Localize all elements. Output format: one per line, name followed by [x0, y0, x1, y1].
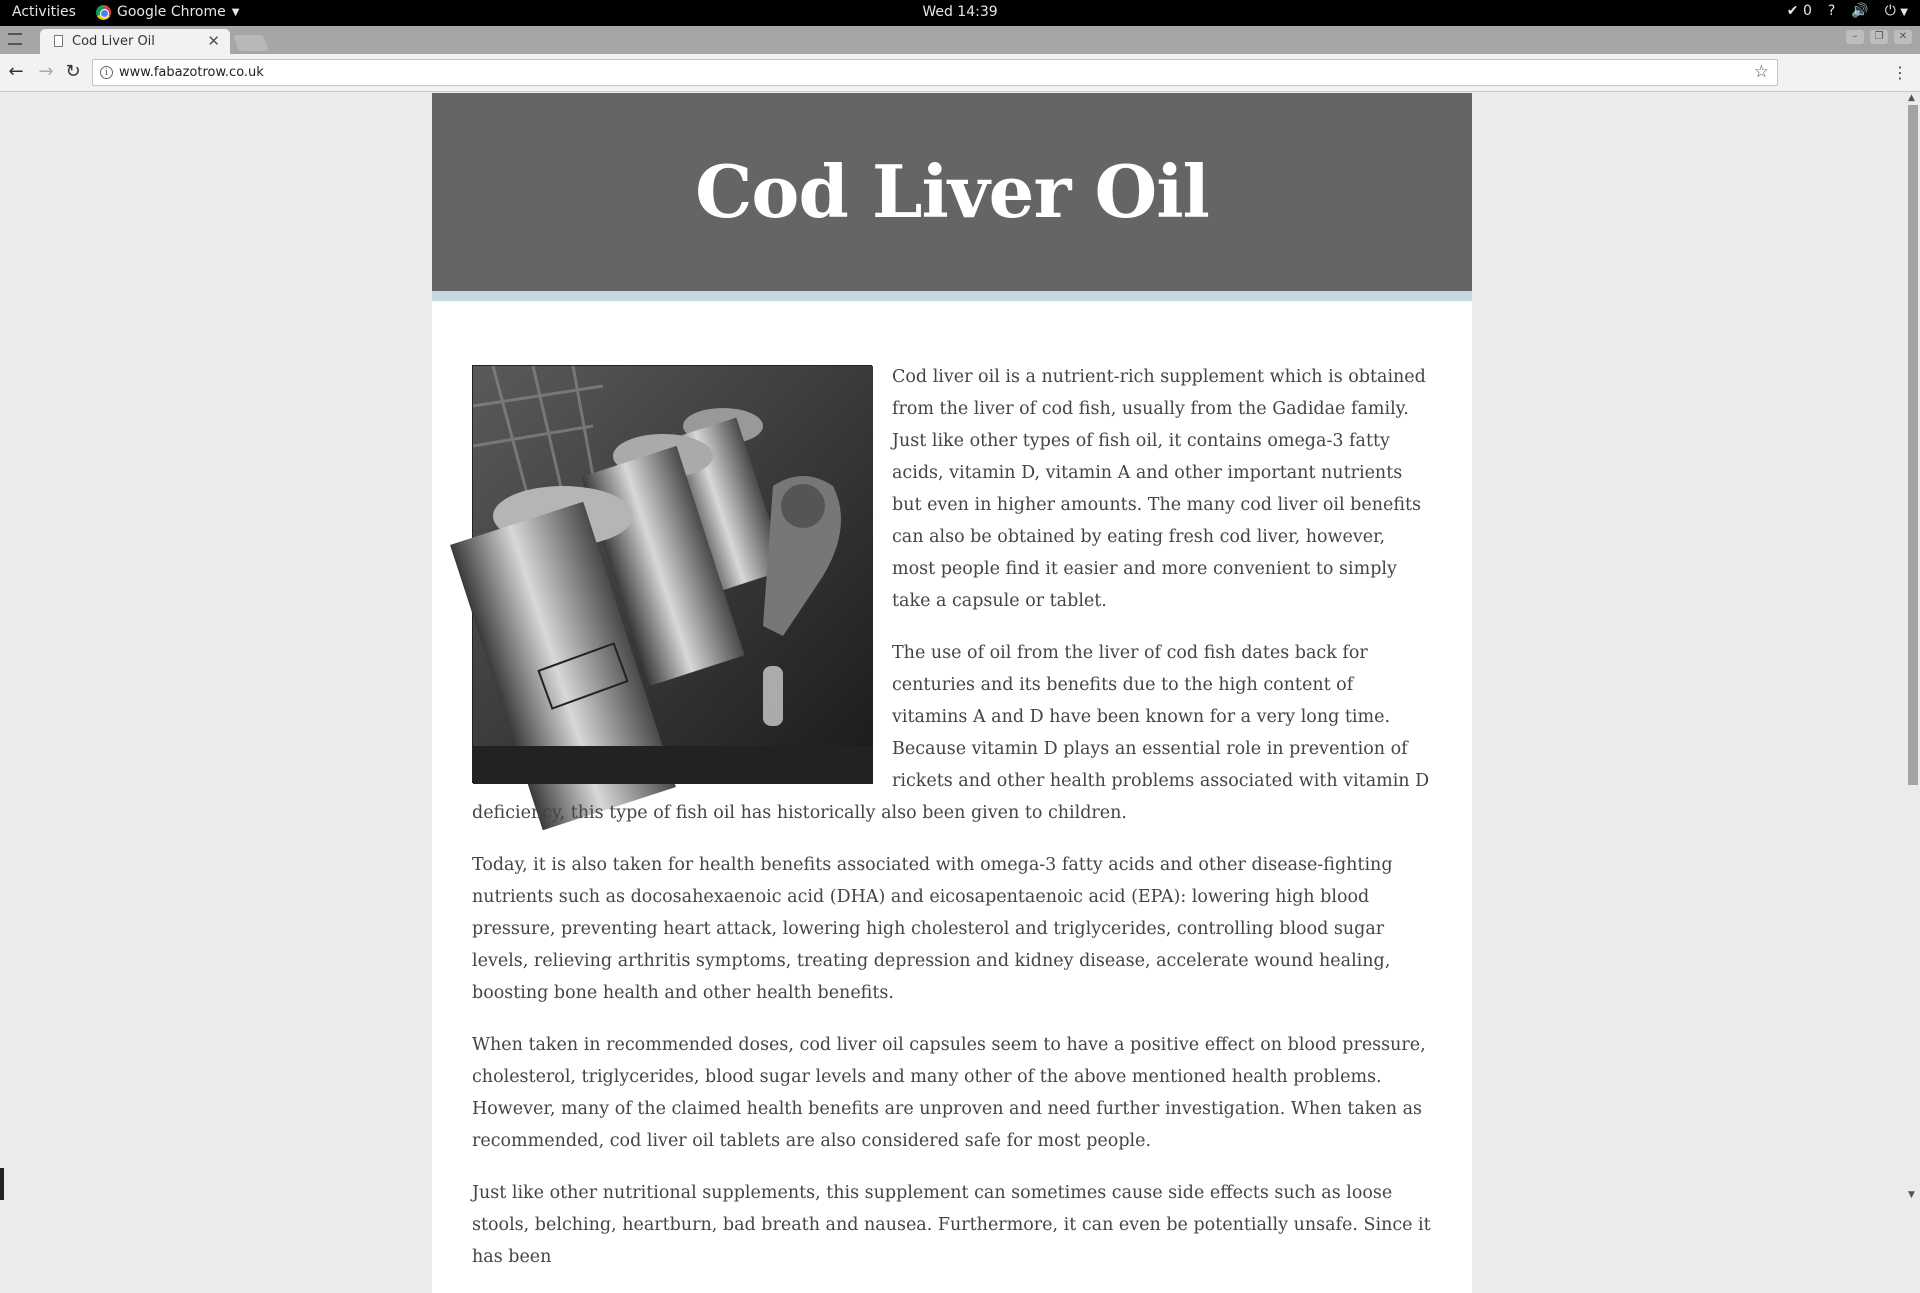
- close-window-icon[interactable]: ✕: [1894, 30, 1912, 44]
- info-icon[interactable]: i: [100, 66, 113, 79]
- article-photo: [472, 365, 872, 783]
- window-controls: [1846, 30, 1912, 44]
- browser-toolbar: [0, 54, 1920, 92]
- scroll-down-icon[interactable]: ▼: [1908, 1190, 1915, 1200]
- system-top-bar: [0, 0, 1920, 26]
- activities-button[interactable]: Activities: [12, 4, 76, 20]
- system-tray[interactable]: [1787, 3, 1908, 19]
- article-paragraph: When taken in recommended doses, cod liver oil capsules seem to have a positive effect on blood pressure, cholesterol, triglycerides, blood sugar levels and many other of the above mentioned health problems. However, many of the claimed health benefits are unproven and need further investigation. When taken as recommended, cod liver oil tablets are also considered safe for most people.: [472, 1035, 1426, 1151]
- menu-icon[interactable]: ⋮: [1892, 63, 1908, 82]
- url-text[interactable]: www.fabazotrow.co.uk: [119, 65, 264, 80]
- forward-icon[interactable]: →: [38, 61, 54, 82]
- tab-strip: [0, 26, 1920, 54]
- maximize-icon[interactable]: ❐: [1870, 30, 1888, 44]
- page-header: [432, 93, 1472, 301]
- reload-icon[interactable]: ↻: [65, 61, 81, 82]
- bookmark-star-icon[interactable]: ☆: [1753, 62, 1769, 82]
- clock[interactable]: Wed 14:39: [922, 4, 998, 20]
- chevron-down-icon: ▼: [231, 6, 240, 18]
- vertical-scrollbar[interactable]: [1906, 93, 1920, 1200]
- scrollbar-thumb[interactable]: [1908, 105, 1918, 785]
- page-title: Cod Liver Oil: [695, 149, 1209, 234]
- page-container: [432, 93, 1472, 1293]
- new-tab-button[interactable]: [233, 35, 269, 51]
- edge-handle: [0, 1168, 4, 1200]
- minimize-icon[interactable]: –: [1846, 30, 1864, 44]
- power-icon[interactable]: ⏻ ▼: [1884, 3, 1908, 19]
- window-menu-icon[interactable]: [8, 33, 22, 45]
- article-body: [472, 361, 1432, 1293]
- notification-count: 0: [1802, 3, 1812, 19]
- app-menu[interactable]: [96, 4, 239, 20]
- check-icon: ✔: [1786, 3, 1799, 19]
- tab-title: Cod Liver Oil: [72, 34, 155, 49]
- accessibility-icon[interactable]: ?: [1827, 3, 1836, 19]
- app-menu-label: Google Chrome: [117, 4, 226, 20]
- page-icon: [54, 35, 63, 47]
- address-bar[interactable]: [92, 59, 1778, 86]
- back-icon[interactable]: ←: [8, 61, 24, 82]
- web-viewport: [0, 93, 1920, 1267]
- article-paragraph: Cod liver oil is a nutrient-rich supplement which is obtained from the liver of cod fish, usually from the Gadidae family. Just like other types of fish oil, it contains omega-3 fatty acids, vitamin D, vitamin A and other important nutrients but even in higher amounts. The many cod liver oil benefits can also be obtained by eating fresh cod liver, however, most people find it easier and more convenient to simply take a capsule or tablet.: [892, 367, 1426, 611]
- chrome-logo-icon: [96, 5, 111, 20]
- close-icon[interactable]: ✕: [207, 32, 220, 50]
- article-paragraph: Today, it is also taken for health benefits associated with omega-3 fatty acids and other disease-fighting nutrients such as docosahexaenoic acid (DHA) and eicosapentaenoic acid (EPA): lowering high blood pressure, preventing heart attack, lowering high cholesterol and triglycerides, controlling blood sugar levels, relieving arthritis symptoms, treating depression and kidney disease, accelerate wound healing, boosting bone health and other health benefits.: [472, 855, 1393, 1003]
- browser-tab[interactable]: [40, 29, 230, 54]
- article-paragraph: Just like other nutritional supplements, this supplement can sometimes cause side effects such as loose stools, belching, heartburn, bad breath and nausea. Furthermore, it can even be potentially unsafe. Since it has been: [472, 1183, 1431, 1267]
- notification-area[interactable]: [1787, 3, 1812, 19]
- volume-icon[interactable]: 🔊: [1851, 3, 1869, 19]
- article-paragraph: The use of oil from the liver of cod fish dates back for centuries and its benefits due to the high content of vitamins A and D have been known for a very long time. Because vitamin D plays an essential role in prevention of rickets and other health problems associated with vitamin D deficiency, this type of fish oil has historically also been given to children.: [472, 643, 1430, 823]
- scroll-up-icon[interactable]: ▲: [1908, 93, 1915, 103]
